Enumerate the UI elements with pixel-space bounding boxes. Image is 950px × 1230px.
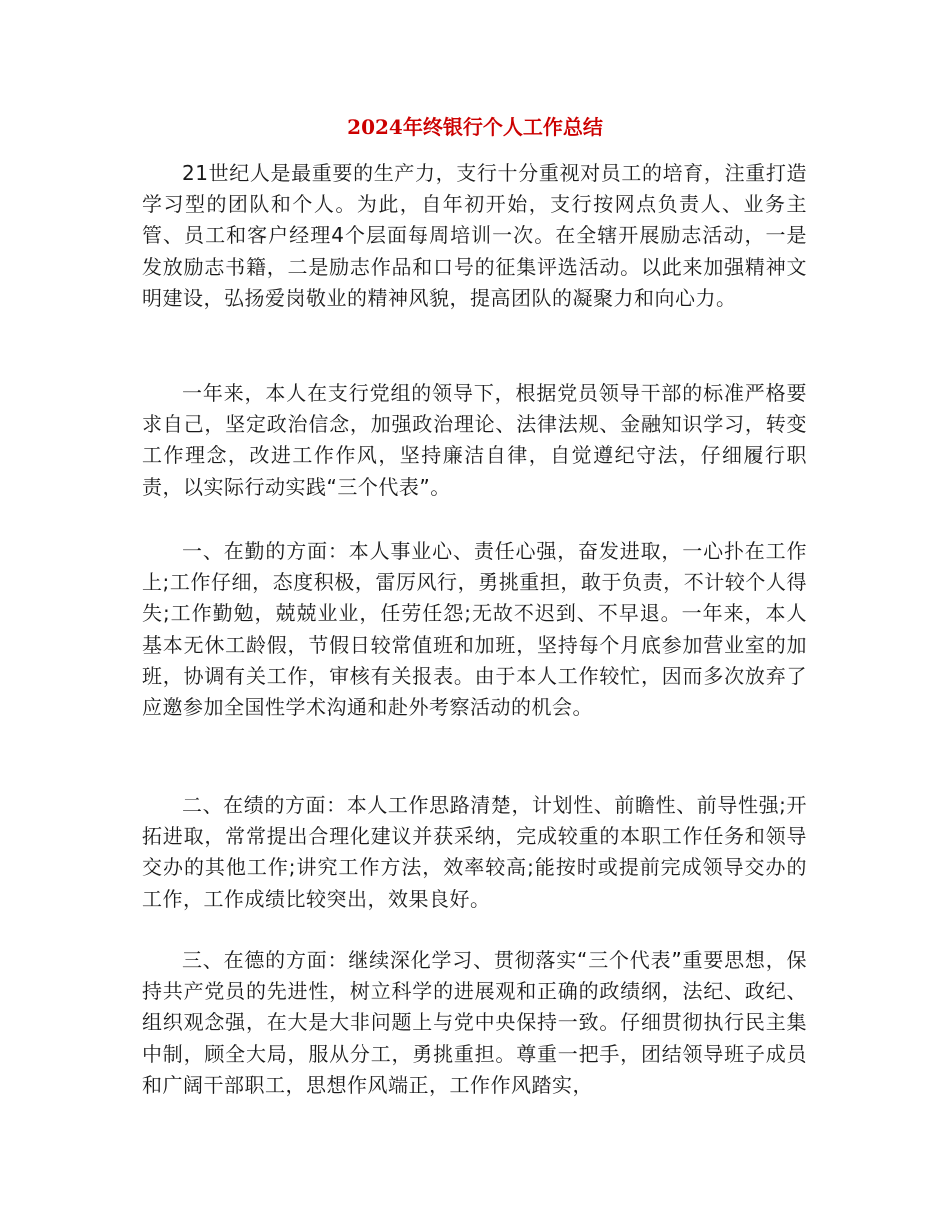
- paragraph-performance: 二、在绩的方面：本人工作思路清楚，计划性、前瞻性、前导性强;开拓进取，常常提出合理化建议并获采纳，完成较重的本职工作任务和领导交办的其他工作;讲究工作方法，效率较高;能按时或提前完成领导交办的工作，工作成绩比较突出，效果良好。: [142, 793, 807, 911]
- paragraph-morality: 三、在德的方面：继续深化学习、贯彻落实“三个代表”重要思想，保持共产党员的先进性，树立科学的进展观和正确的政绩纲，法纪、政纪、组织观念强，在大是大非问题上与党中央保持一致。仔细贯彻执行民主集中制，顾全大局，服从分工，勇挑重担。尊重一把手，团结领导班子成员和广阔干部职工，思想作风端正，工作作风踏实，: [142, 948, 807, 1097]
- paragraph-political-study: 一年来，本人在支行党组的领导下，根据党员领导干部的标准严格要求自己，坚定政治信念，加强政治理论、法律法规、金融知识学习，转变工作理念，改进工作作风，坚持廉洁自律，自觉遵纪守法，仔细履行职责，以实际行动实践“三个代表”。: [142, 381, 807, 499]
- document-title: 2024年终银行个人工作总结: [347, 115, 603, 139]
- paragraph-diligence: 一、在勤的方面：本人事业心、责任心强，奋发进取，一心扑在工作上;工作仔细，态度积极，雷厉风行，勇挑重担，敢于负责，不计较个人得失;工作勤勉，兢兢业业，任劳任怨;无故不迟到、不早退。一年来，本人基本无休工龄假，节假日较常值班和加班，坚持每个月底参加营业室的加班，协调有关工作，审核有关报表。由于本人工作较忙，因而多次放弃了应邀参加全国性学术沟通和赴外考察活动的机会。: [142, 539, 807, 720]
- paragraph-talent-training: 21世纪人是最重要的生产力，支行十分重视对员工的培育，注重打造学习型的团队和个人。为此，自年初开始，支行按网点负责人、业务主管、员工和客户经理4个层面每周培训一次。在全辖开展励志活动，一是发放励志书籍，二是励志作品和口号的征集评选活动。以此来加强精神文明建设，弘扬爱岗敬业的精神风貌，提高团队的凝聚力和向心力。: [142, 161, 807, 310]
